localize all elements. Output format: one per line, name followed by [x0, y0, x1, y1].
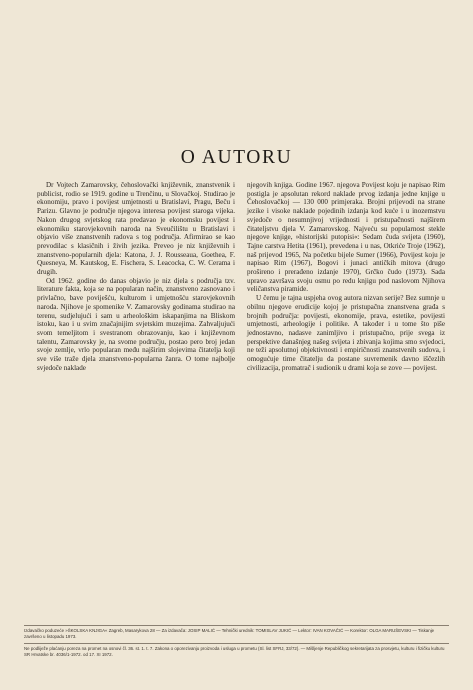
- footer-divider: [24, 625, 449, 626]
- paragraph: U čemu je tajna uspjeha ovog autora nizvan serije? Bez sumnje u obilnu njegove erudicije kojoj je pristupačna znanstvena građa s brojnih područja: povijesti, ekonomije, prava, estetike, povijesti umjetnosti, arheologije i politike. A također i u tome što piše jednostavno, nadasve zanimljivo i pristupačno, prije svega iz perspektive današnjeg našeg svijeta i zbivanja kojima smo svjedoci, ne teži apsolutnoj objektivnosti i empiričnosti znanstvenih sudova, i omogućuje time čitatelju da postane suvremenik davno iščezlih civilizacija, promatrač i sudionik u drami koja se zove — povijest.: [247, 294, 445, 372]
- right-column: [247, 181, 445, 372]
- paragraph: Dr Vojtech Zamarovsky, čehoslovački književnik, znanstvenik i publicist, rodio se 1919. godine u Trenčinu, u Slovačkoj. Studirao je ekonomiju, pravo i povijest umjetnosti u Bratislavi, Pragu, Beču i Parizu. Glavno je područje njegova interesa povijest staroga vijeka. Nakon drugog svjetskog rata predavao je ekonomsku povijest i ekonomiku starovjekovnih naroda na Sveučilištu u Bratislavi i objavio više znanstvenih radova s tog područja. Afirmirao se kao prevodilac s klasičnih i živih jezika. Preveo je niz književnih i znanstveno-popularnih djela: Katona, J. J. Rousseaua, Goethea, F. Quesneya, M. Kautskog, E. Fischera, S. Leacocka, C. W. Cerama i drugih.: [37, 181, 235, 277]
- paragraph: njegovih knjiga. Godine 1967. njegova Povijest koju je napisao Rim postigla je apsolutan rekord naklade prvog izdanja jedne knjige u Čehoslovačkoj — 130 000 primjeraka. Brojni prijevodi na strane jezike i visoke naklade pojedinih izdanja kod kuće i u inozemstvu svjedoče o nesumnjivoj vrijednosti i pristupačnosti najširem čitateljstvu djela V. Zamarovskog. Najveću su popularnost stekle njegove knjige, »historijski putopisi«: Sedam čuda svijeta (1960), Tajne carstva Hetita (1961), prevedena i u nas, Otkriće Troje (1962), naš prijevod 1965, Na početku bijele Sumer (1966), Povijest koju je napisao Rim (1967), Bogovi i junaci antičkih mitova (drugo prošireno i prerađeno izdanje 1970), Grčko čudo (1973). Sada upravo završava svoju osmu po redu knjigu pod naslovom Njihova veličanstva piramide.: [247, 181, 445, 294]
- imprint-tax-note: Ne podliježe plaćanju poreza na promet na osnovi čl. 36. st. 1. t. 7. Zakona o oporezivanju proizvoda i usluga u prometu (Sl. list SFRJ, 33/72). — Mišljenje Republičkog sekretarijata za prosvjetu, kulturu i fizičku kulturu SR Hrvatske br. 4036/1-1972. od 17. XI 1972.: [24, 646, 445, 658]
- footer-divider: [24, 643, 449, 644]
- imprint-credits: Izdavačko poduzeće »ŠKOLSKA KNJIGA« Zagreb, Masarykova 28 — Za izdavača: JOSIP MALIĆ — Tehnički urednik: TOMISLAV JUKIĆ — Lektor: IVAN KOVAČIĆ — Korektor: OLGA MARUŠEVSKI — Tiskanje završeno u listopadu 1973.: [24, 628, 435, 640]
- left-column: [37, 181, 235, 372]
- paragraph: Od 1962. godine do danas objavio je niz djela s područja tzv. literature fakta, koja se na popularan način, znanstveno zasnovano i privlačno, bave poviješću, kulturom i umjetnošću starovjekovnih naroda. Njihove je spomenike V. Zamarovsky godinama studirao na terenu, sudjelujući i sam u arheološkim iskapanjima na Bliskom istoku, kao i u svim značajnijim svjetskim muzejima. Zahvaljujući svom temeljitom i svestranom obrazovanju, kao i književnom talentu, Zamarovsky je, na svome području, postao pero broj jedan svoje zemlje, vrlo popularan među najširim slojevima čitatelja koji sve više traže djela znanstveno-popularna žanra. O tome najbolje svjedoče naklade: [37, 276, 235, 372]
- page-title: O AUTORU: [180, 147, 293, 168]
